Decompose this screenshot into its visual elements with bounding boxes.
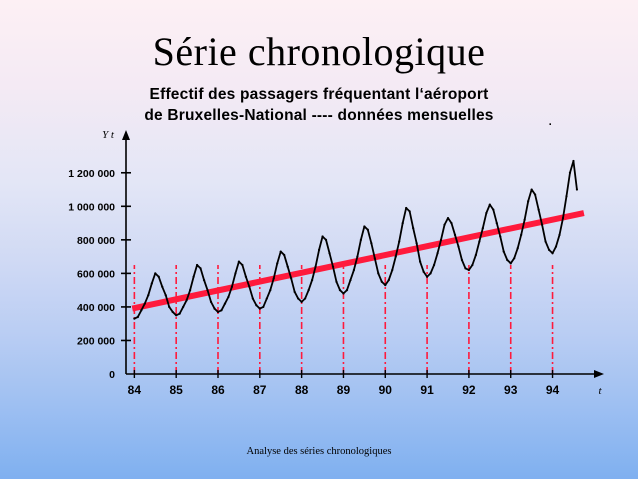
data-point — [565, 195, 567, 197]
data-point — [447, 217, 449, 219]
data-point — [154, 272, 156, 274]
data-point — [360, 239, 362, 241]
data-point — [489, 204, 491, 206]
data-point — [248, 286, 250, 288]
y-tick-label: 1 000 000 — [68, 201, 115, 214]
data-point — [328, 252, 330, 254]
data-point — [287, 266, 289, 268]
data-point — [367, 229, 369, 231]
data-point — [304, 297, 306, 299]
data-point — [423, 271, 425, 273]
data-point — [193, 276, 195, 278]
data-point — [210, 301, 212, 303]
data-point — [245, 276, 247, 278]
y-tick-label: 800 000 — [77, 234, 115, 247]
data-point — [220, 309, 222, 311]
data-point — [433, 264, 435, 266]
x-tick-label: 90 — [378, 383, 392, 397]
x-tick-label: 89 — [336, 383, 351, 397]
data-point — [339, 289, 341, 291]
data-point — [301, 301, 303, 303]
y-tick-label: 1 200 000 — [68, 167, 115, 180]
data-point — [391, 269, 393, 271]
data-point — [538, 209, 540, 211]
x-tick-label: 85 — [169, 383, 183, 397]
x-tick-label: 93 — [504, 383, 518, 397]
data-point — [464, 267, 466, 269]
data-point — [506, 259, 508, 261]
data-point — [468, 269, 470, 271]
data-point — [440, 239, 442, 241]
data-point — [262, 306, 264, 308]
data-point — [548, 249, 550, 251]
data-point — [189, 289, 191, 291]
data-point — [482, 227, 484, 229]
data-point — [161, 286, 163, 288]
data-point — [266, 297, 268, 299]
data-point — [374, 257, 376, 259]
data-point — [534, 193, 536, 195]
data-point — [342, 292, 344, 294]
y-tick-label: 600 000 — [77, 268, 115, 281]
data-point — [346, 289, 348, 291]
data-point — [241, 264, 243, 266]
data-point — [147, 294, 149, 296]
data-point — [485, 212, 487, 214]
data-point — [318, 249, 320, 251]
x-tick-label: 87 — [253, 383, 267, 397]
data-point — [499, 235, 501, 237]
data-point — [377, 272, 379, 274]
x-tick-label: 94 — [545, 383, 560, 397]
data-point — [429, 272, 431, 274]
data-point — [558, 234, 560, 236]
x-tick-label: 92 — [462, 383, 476, 397]
chart-subtitle-line-1: Effectif des passagers fréquentant l‘aéroport — [149, 86, 489, 103]
data-point — [276, 262, 278, 264]
data-point — [510, 262, 512, 264]
data-point — [179, 313, 181, 315]
data-point — [255, 304, 257, 306]
data-point — [196, 264, 198, 266]
data-point — [234, 272, 236, 274]
data-point — [496, 222, 498, 224]
data-point — [182, 306, 184, 308]
x-tick-label: 88 — [294, 383, 309, 397]
data-point — [551, 252, 553, 254]
data-point — [475, 254, 477, 256]
data-point — [395, 256, 397, 258]
data-point — [332, 266, 334, 268]
data-point — [133, 318, 135, 320]
y-tick-label: 400 000 — [77, 301, 115, 314]
chart-canvas — [30, 130, 610, 420]
data-point — [308, 289, 310, 291]
data-point — [471, 264, 473, 266]
data-point — [363, 225, 365, 227]
chart-subtitle-dot: . — [548, 112, 553, 129]
data-point — [349, 279, 351, 281]
data-point — [562, 217, 564, 219]
data-point — [524, 219, 526, 221]
trend-line — [132, 213, 584, 309]
data-point — [325, 239, 327, 241]
data-point — [168, 306, 170, 308]
x-tick-label: 91 — [420, 383, 434, 397]
data-point — [402, 222, 404, 224]
data-point — [297, 297, 299, 299]
data-point — [478, 240, 480, 242]
data-point — [544, 240, 546, 242]
x-tick-label: 86 — [211, 383, 225, 397]
data-point — [314, 266, 316, 268]
y-tick-label: 200 000 — [77, 335, 115, 348]
data-point — [217, 311, 219, 313]
chart-subtitle-line-2: de Bruxelles-National ---- données mensuelles — [144, 107, 494, 124]
data-point — [517, 247, 519, 249]
data-point — [151, 282, 153, 284]
data-point — [531, 188, 533, 190]
data-point — [405, 207, 407, 209]
data-point — [259, 308, 261, 310]
data-point — [238, 261, 240, 263]
data-point — [231, 286, 233, 288]
data-point — [384, 284, 386, 286]
data-point — [576, 188, 578, 190]
page-title: Série chronologique — [152, 29, 486, 74]
time-series-chart — [30, 130, 610, 420]
data-point — [290, 277, 292, 279]
data-point — [555, 245, 557, 247]
data-point — [175, 314, 177, 316]
data-point — [412, 227, 414, 229]
data-point — [206, 289, 208, 291]
data-point — [520, 234, 522, 236]
data-point — [227, 296, 229, 298]
data-point — [381, 281, 383, 283]
data-point — [186, 299, 188, 301]
data-point — [335, 281, 337, 283]
data-point — [461, 259, 463, 261]
y-axis-title: Y t — [102, 130, 114, 141]
data-point — [144, 302, 146, 304]
data-point — [280, 250, 282, 252]
data-point — [224, 302, 226, 304]
data-point — [569, 172, 571, 174]
data-point — [321, 235, 323, 237]
data-point — [140, 309, 142, 311]
data-point — [370, 242, 372, 244]
data-point — [409, 210, 411, 212]
data-point — [443, 224, 445, 226]
slide-footer: Analyse des séries chronologiques — [246, 446, 392, 457]
data-point — [311, 279, 313, 281]
y-axis-arrow — [122, 130, 130, 140]
data-point — [503, 250, 505, 252]
x-axis-title: t — [598, 385, 602, 397]
data-point — [283, 254, 285, 256]
data-point — [527, 200, 529, 202]
data-point — [572, 160, 574, 162]
data-point — [269, 289, 271, 291]
data-point — [457, 245, 459, 247]
data-point — [353, 269, 355, 271]
data-point — [541, 224, 543, 226]
data-point — [513, 257, 515, 259]
data-point — [450, 222, 452, 224]
data-point — [137, 316, 139, 318]
data-point — [213, 308, 215, 310]
chart-subtitle — [0, 84, 638, 126]
data-point — [165, 294, 167, 296]
data-point — [294, 291, 296, 293]
data-point — [158, 276, 160, 278]
data-point — [252, 297, 254, 299]
data-point — [199, 267, 201, 269]
data-point — [436, 252, 438, 254]
data-point — [273, 277, 275, 279]
data-point — [492, 209, 494, 211]
data-point — [398, 240, 400, 242]
x-axis-arrow — [594, 370, 604, 378]
data-point — [454, 234, 456, 236]
data-point — [416, 242, 418, 244]
data-point — [426, 276, 428, 278]
y-tick-label: 0 — [109, 369, 115, 381]
data-point — [203, 279, 205, 281]
data-point — [172, 311, 174, 313]
data-point — [388, 279, 390, 281]
data-point — [419, 261, 421, 263]
x-tick-label: 84 — [127, 383, 142, 397]
data-point — [356, 256, 358, 258]
